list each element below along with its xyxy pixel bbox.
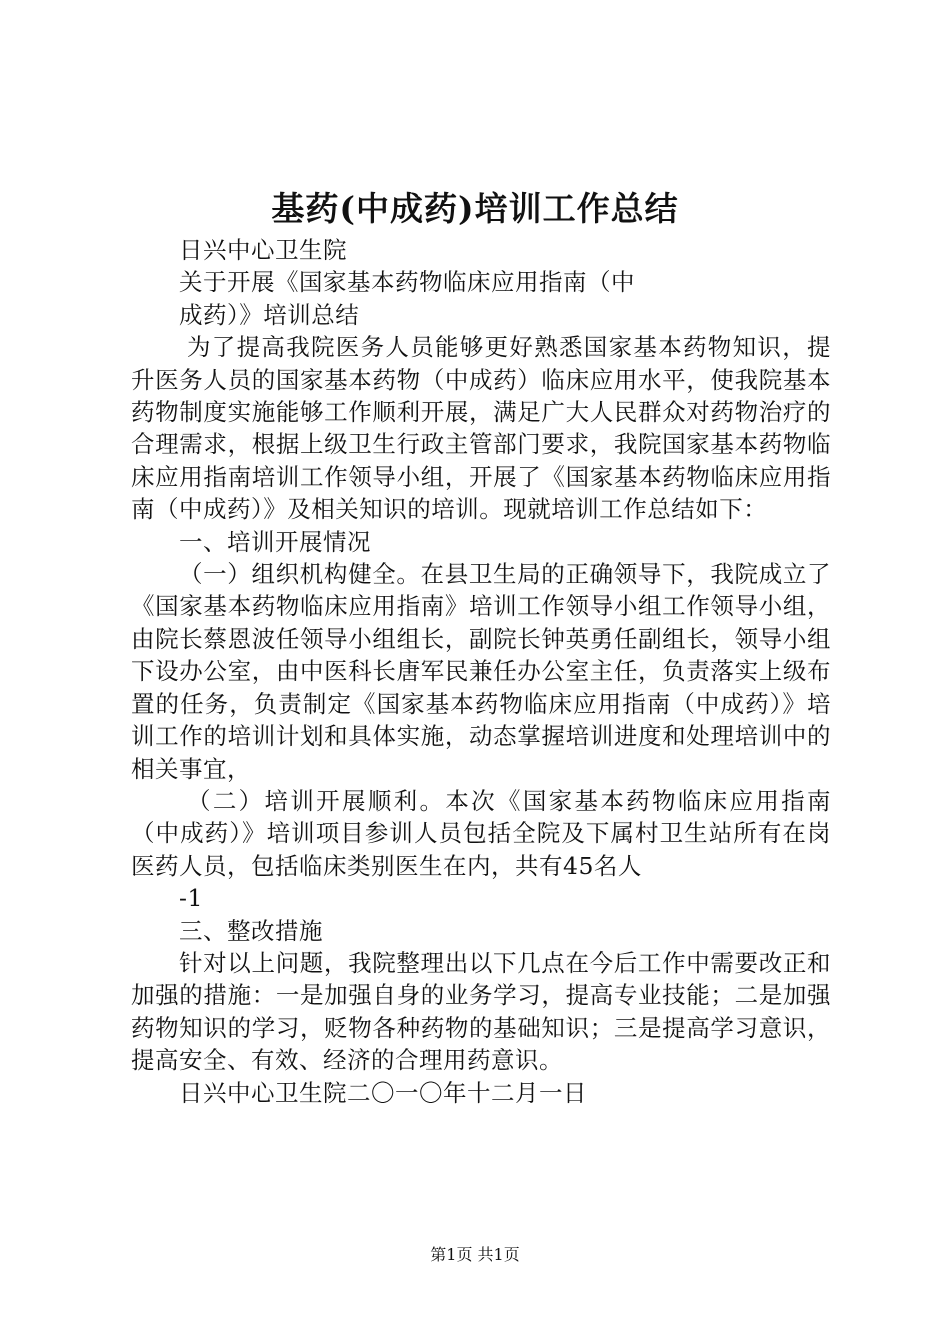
document-body: [131, 234, 831, 1109]
section-1-heading: 一、培训开展情况: [179, 527, 371, 556]
section-3-heading: 三、整改措施: [179, 916, 323, 945]
intro-paragraph: 为了提高我院医务人员能够更好熟悉国家基本药物知识，提升医务人员的国家基本药物（中成药）临床应用水平，使我院基本药物制度实施能够工作顺利开展，满足广大人民群众对药物治疗的合理需求，根据上级卫生行政主管部门要求，我院国家基本药物临床应用指南培训工作领导小组，开展了《国家基本药物临床应用指南（中成药）》及相关知识的培训。现就培训工作总结如下：: [131, 333, 831, 524]
document-title: 基药(中成药)培训工作总结: [271, 189, 679, 228]
section-1-paragraph-2: （二）培训开展顺利。本次《国家基本药物临床应用指南（中成药）》培训项目参训人员包括全院及下属村卫生站所有在岗医药人员，包括临床类别医生在内，共有45名人: [131, 786, 831, 880]
organization-name: 日兴中心卫生院: [179, 236, 347, 264]
section-3-paragraph-1: 针对以上问题，我院整理出以下几点在今后工作中需要改正和加强的措施：一是加强自身的业务学习，提高专业技能；二是加强药物知识的学习，贬物各种药物的基础知识；三是提高学习意识，提高安全、有效、经济的合理用药意识。: [131, 948, 831, 1075]
subtitle-line-1: 关于开展《国家基本药物临床应用指南（中: [179, 268, 635, 297]
subtitle-line-2: 成药）》培训总结: [179, 300, 360, 329]
section-1-paragraph-1: （一）组织机构健全。在县卫生局的正确领导下，我院成立了《国家基本药物临床应用指南》培训工作领导小组工作领导小组，由院长蔡恩波任领导小组组长，副院长钟英勇任副组长，领导小组下设办公室，由中医科长唐军民兼任办公室主任，负责落实上级布置的任务，负责制定《国家基本药物临床应用指南（中成药）》培训工作的培训计划和具体实施，动态掌握培训进度和处理培训中的相关事宜，: [131, 560, 831, 783]
page-marker: -1: [179, 884, 203, 913]
signature-date: 日兴中心卫生院二〇一〇年十二月一日: [179, 1078, 587, 1107]
page-footer: 第1页 共1页: [430, 1245, 520, 1264]
